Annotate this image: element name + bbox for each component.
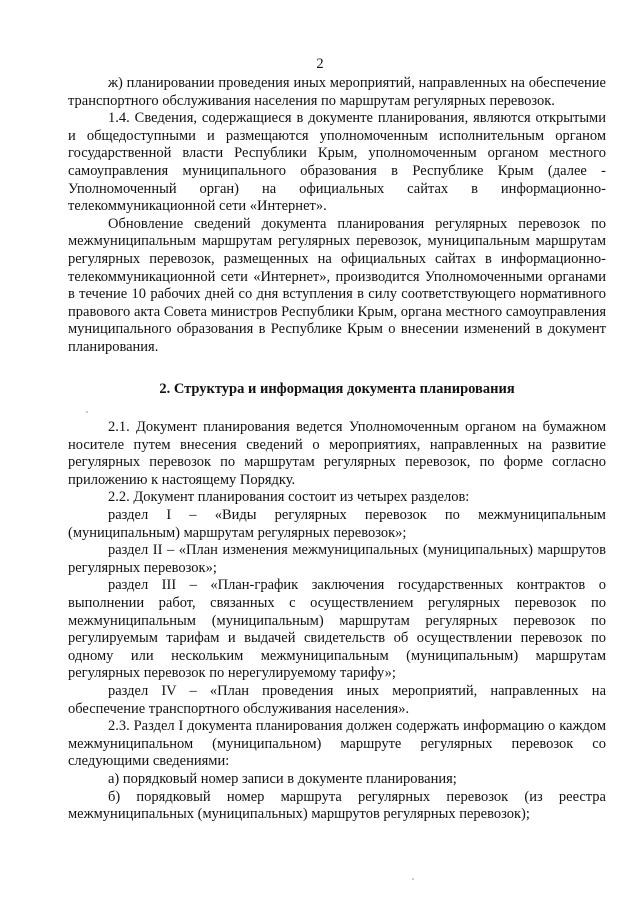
- paragraph: Обновление сведений документа планирования регулярных перевозок по межмуниципальным маршрутам регулярных перевозок, муниципальным маршрутам регулярных перевозок, размещенных на официальных сайтах в информационно-телекоммуникационной сети «Интернет», производится Уполномоченными органами в течение 10 рабочих дней со дня вступления в силу соответствующего нормативного правового акта Совета министров Республики Крым, органа местного самоуправления муниципального образования в Республике Крым о внесении изменений в документ планирования.: [68, 215, 606, 355]
- document-body: [68, 75, 606, 824]
- paragraph: раздел II – «План изменения межмуниципальных (муниципальных) маршрутов регулярных перевозок»;: [68, 542, 606, 576]
- scan-speck: [86, 411, 88, 413]
- paragraph: 2.1. Документ планирования ведется Уполномоченным органом на бумажном носителе путем внесения сведений о мероприятиях, направленных на развитие регулярных перевозок по маршрутам регулярных перевозок, по форме согласно приложению к настоящему Порядку.: [68, 419, 606, 488]
- page-number: 2: [316, 56, 324, 72]
- paragraph: раздел IV – «План проведения иных мероприятий, направленных на обеспечение транспортного обслуживания населения».: [68, 683, 606, 717]
- paragraph: 2.3. Раздел I документа планирования должен содержать информацию о каждом межмуниципальном (муниципальном) маршруте регулярных перевозок со следующими сведениями:: [68, 718, 606, 770]
- scan-speck: [412, 878, 414, 880]
- paragraph: раздел III – «План-график заключения государственных контрактов о выполнении работ, связанных с осуществлением регулярных перевозок по межмуниципальным (муниципальным) маршрутам регулярных перевозок по регулируемым тарифам и выдачей свидетельств об осуществлении перевозок по одному или нескольким межмуниципальным (муниципальным) маршрутам регулярных перевозок по нерегулируемому тарифу»;: [68, 577, 606, 682]
- paragraph: 2.2. Документ планирования состоит из четырех разделов:: [108, 489, 470, 506]
- paragraph: раздел I – «Виды регулярных перевозок по межмуниципальным (муниципальным) маршрутам регулярных перевозок»;: [68, 507, 606, 541]
- paragraph: ж) планировании проведения иных мероприятий, направленных на обеспечение транспортного обслуживания населения по маршрутам регулярных перевозок.: [68, 75, 606, 109]
- section-heading: 2. Структура и информация документа планирования: [159, 380, 515, 397]
- paragraph: б) порядковый номер маршрута регулярных перевозок (из реестра межмуниципальных (муниципальных) маршрутов регулярных перевозок);: [68, 788, 606, 823]
- paragraph: а) порядковый номер записи в документе планирования;: [108, 770, 457, 787]
- paragraph: 1.4. Сведения, содержащиеся в документе планирования, являются открытыми и общедоступными и размещаются уполномоченным исполнительным органом государственной власти Республики Крым, уполномоченным органом местного самоуправления муниципального образования в Республике Крым (далее - Уполномоченный орган) на официальных сайтах в информационно-телекоммуникационной сети «Интернет».: [68, 110, 606, 215]
